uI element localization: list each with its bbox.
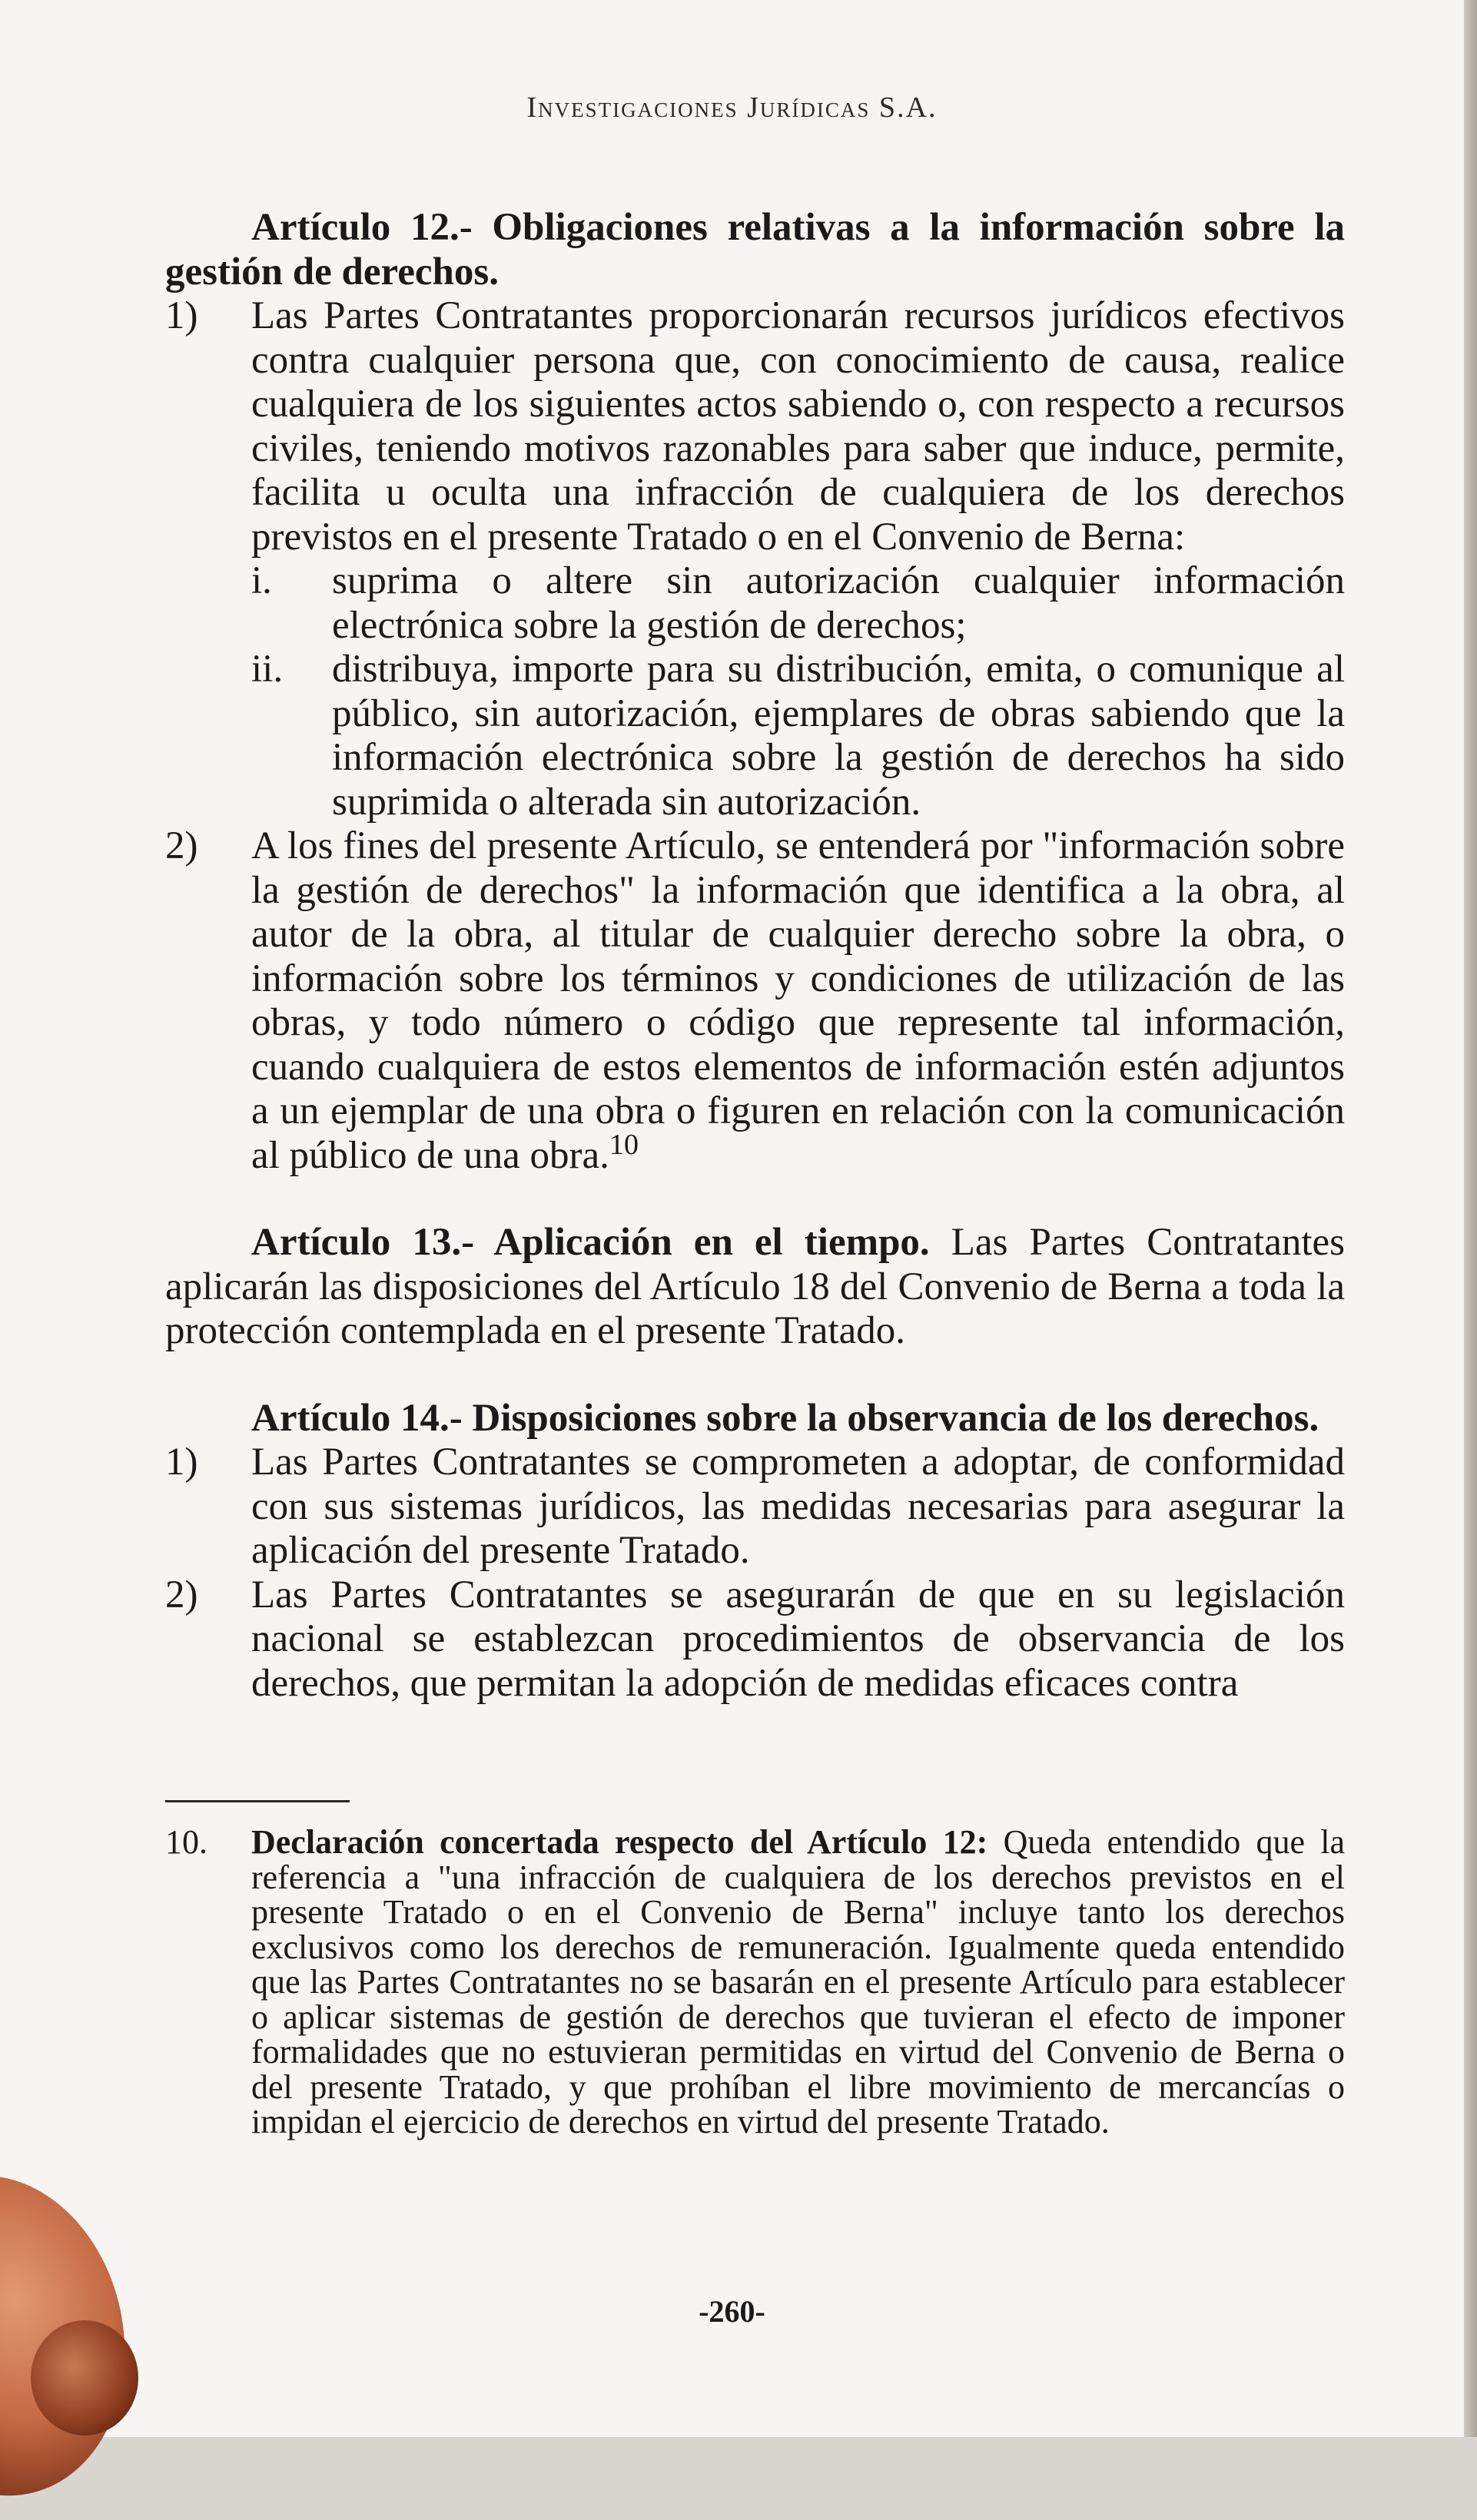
- article-12-subitem-i: [251, 559, 1345, 648]
- article-14-item-1: [165, 1441, 1345, 1573]
- item-text: Las Partes Contratantes se asegurarán de que en su legislación nacional se establezcan procedimientos de observancia de los derechos, que permitan la adopción de medidas eficaces contra: [251, 1573, 1345, 1705]
- footnote-divider: [165, 1800, 350, 1802]
- page-body: [165, 206, 1345, 1706]
- item-number: 1): [165, 1441, 198, 1484]
- footnote-text: Queda entendido que la referencia a "una infracción de cualquiera de los derechos previstos en el presente Tratado o en el Convenio de Berna" incluye tanto los derechos exclusivos como los derechos de remuneración. Igualmente queda entendido que las Partes Contratantes no se basarán en el presente Artículo para establecer o aplicar sistemas de gestión de derechos que tuvieran el efecto de imponer formalidades que no estuvieran permitidas en virtud del Convenio de Berna o del presente Tratado, y que prohíban el libre movimiento de mercancías o impidan el ejercicio de derechos en virtud del presente Tratado.: [251, 1823, 1346, 2140]
- item-text: A los fines del presente Artículo, se entenderá por "información sobre la gestión de derechos" la información que identifica a la obra, al autor de la obra, al titular de cualquier derecho sobre la obra, o información sobre los términos y condiciones de utilización de las obras, y todo número o código que represente tal información, cuando cualquiera de estos elementos de información estén adjuntos a un ejemplar de una obra o figuren en relación con la comunicación al público de una obra.: [251, 824, 1345, 1177]
- footnote-title: Declaración concertada respecto del Artículo 12:: [251, 1823, 988, 1861]
- item-number: 2): [165, 824, 198, 867]
- article-12-subitem-ii: [251, 648, 1345, 824]
- article-13-text: Las Partes Contratantes aplicarán las disposiciones del Artículo 18 del Convenio de Berna a toda la protección contemplada en el presente Tratado.: [165, 1221, 1345, 1352]
- item-text: Las Partes Contratantes proporcionarán recursos jurídicos efectivos contra cualquier persona que, con conocimiento de causa, realice cualquiera de los siguientes actos sabiendo o, con respecto a recursos civiles, teniendo motivos razonables para saber que induce, permite, facilita u oculta una infracción de cualquiera de los derechos previstos en el presente Tratado o en el Convenio de Berna:: [251, 294, 1345, 559]
- subitem-number: ii.: [251, 648, 284, 691]
- footnote-reference[interactable]: 10: [609, 1128, 639, 1161]
- thumb-tip-artifact: [31, 2320, 138, 2435]
- page-edge-shadow: [1464, 0, 1477, 2437]
- subitem-text: suprima o altere sin autorización cualquier información electrónica sobre la gestión de derechos;: [332, 559, 1345, 647]
- page-number: -260-: [699, 2294, 765, 2329]
- item-text: Las Partes Contratantes se comprometen a adoptar, de conformidad con sus sistemas jurídicos, las medidas necesarias para asegurar la aplicación del presente Tratado.: [251, 1441, 1345, 1572]
- footnote-10: [165, 1825, 1345, 2140]
- article-14-item-2: [165, 1573, 1345, 1706]
- footnote-number: 10.: [165, 1823, 207, 1861]
- article-12-item-1: [165, 294, 1345, 824]
- article-13-heading: Artículo 13.- Aplicación en el tiempo.: [251, 1221, 930, 1264]
- article-12-item-2: [165, 824, 1345, 1178]
- article-14: [165, 1397, 1345, 1706]
- subitem-text: distribuya, importe para su distribución, emita, o comunique al público, sin autorización, ejemplares de obras sabiendo que la información electrónica sobre la gestión de derechos ha sido suprimida o alterada sin autorización.: [332, 648, 1345, 824]
- article-12-heading: Artículo 12.- Obligaciones relativas a la información sobre la gestión de derechos.: [165, 206, 1345, 293]
- footnote-body: [165, 1825, 1345, 2140]
- article-13: [165, 1221, 1345, 1354]
- item-number: 2): [165, 1573, 198, 1616]
- running-head: Investigaciones Jurídicas S.A.: [526, 91, 938, 124]
- article-14-heading: Artículo 14.- Disposiciones sobre la observancia de los derechos.: [251, 1396, 1319, 1440]
- subitem-number: i.: [251, 559, 272, 602]
- item-number: 1): [165, 294, 198, 337]
